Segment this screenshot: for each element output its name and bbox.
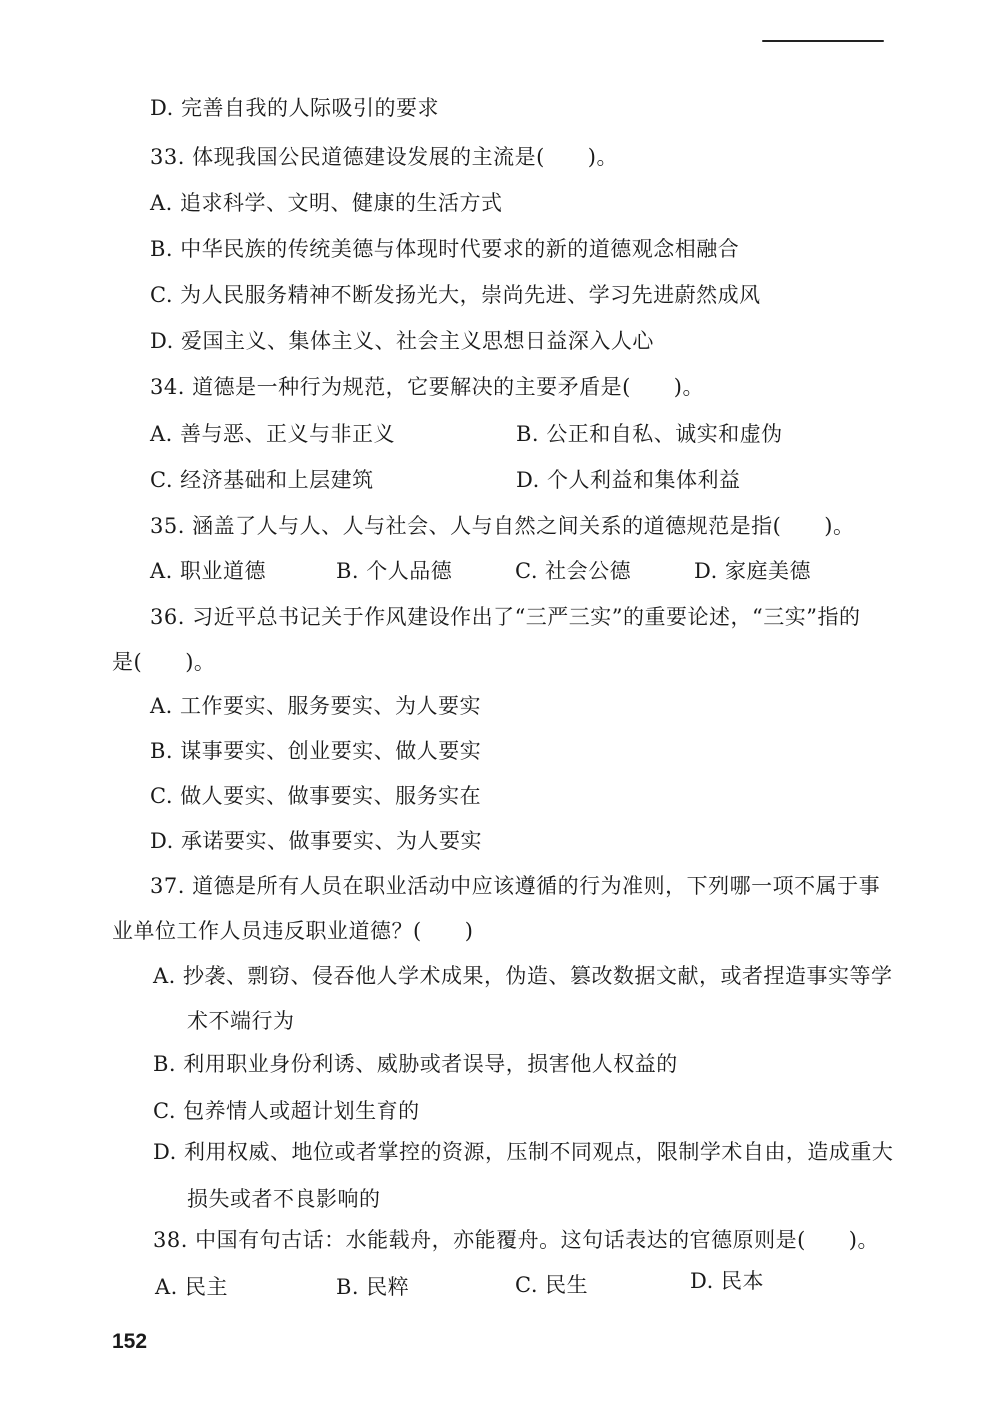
page-number: 152 [112,1330,148,1353]
q33-option-b: B. 中华民族的传统美德与体现时代要求的新的道德观念相融合 [150,237,740,261]
q38-stem: 38. 中国有句古话：水能载舟，亦能覆舟。这句话表达的官德原则是( )。 [153,1228,879,1252]
q33-option-c: C. 为人民服务精神不断发扬光大，崇尚先进、学习先进蔚然成风 [150,283,761,307]
q37-stem-line1: 37. 道德是所有人员在职业活动中应该遵循的行为准则，下列哪一项不属于事 [150,874,881,898]
q37-option-d-line1: D. 利用权威、地位或者掌控的资源，压制不同观点，限制学术自由，造成重大 [153,1140,894,1164]
q34-stem: 34. 道德是一种行为规范，它要解决的主要矛盾是( )。 [150,375,704,399]
q38-option-d: D. 民本 [690,1269,764,1293]
q36-option-a: A. 工作要实、服务要实、为人要实 [150,694,482,718]
q35-option-d: D. 家庭美德 [694,559,811,583]
header-rule [762,40,884,42]
q36-option-c: C. 做人要实、做事要实、服务实在 [150,784,482,808]
q38-option-c: C. 民生 [515,1273,589,1297]
q34-option-c: C. 经济基础和上层建筑 [150,468,374,492]
q33-stem: 33. 体现我国公民道德建设发展的主流是( )。 [150,145,618,169]
q35-option-a: A. 职业道德 [150,559,267,583]
q34-option-d: D. 个人利益和集体利益 [516,468,741,492]
q37-stem-line2: 业单位工作人员违反职业道德？( ) [112,919,474,943]
q36-option-d: D. 承诺要实、做事要实、为人要实 [150,829,482,853]
q36-stem-line2: 是( )。 [112,650,216,674]
q37-option-a-line1: A. 抄袭、剽窃、侵吞他人学术成果，伪造、篡改数据文献，或者捏造事实等学 [153,964,893,988]
q36-option-b: B. 谋事要实、创业要实、做人要实 [150,739,482,763]
q37-option-c: C. 包养情人或超计划生育的 [153,1099,420,1123]
q37-option-b: B. 利用职业身份利诱、威胁或者误导，损害他人权益的 [153,1052,678,1076]
q32-option-d: D. 完善自我的人际吸引的要求 [150,96,439,120]
q35-option-c: C. 社会公德 [515,559,632,583]
q37-option-d-line2: 损失或者不良影响的 [187,1187,381,1211]
q36-stem-line1: 36. 习近平总书记关于作风建设作出了“三严三实”的重要论述，“三实”指的 [150,605,861,629]
q33-option-a: A. 追求科学、文明、健康的生活方式 [150,191,503,215]
q38-option-b: B. 民粹 [336,1275,410,1299]
q35-option-b: B. 个人品德 [336,559,453,583]
q34-option-a: A. 善与恶、正义与非正义 [150,422,396,446]
q33-option-d: D. 爱国主义、集体主义、社会主义思想日益深入人心 [150,329,654,353]
q34-option-b: B. 公正和自私、诚实和虚伪 [516,422,783,446]
q37-option-a-line2: 术不端行为 [187,1009,295,1033]
q35-stem: 35. 涵盖了人与人、人与社会、人与自然之间关系的道德规范是指( )。 [150,514,855,538]
q38-option-a: A. 民主 [155,1275,229,1299]
